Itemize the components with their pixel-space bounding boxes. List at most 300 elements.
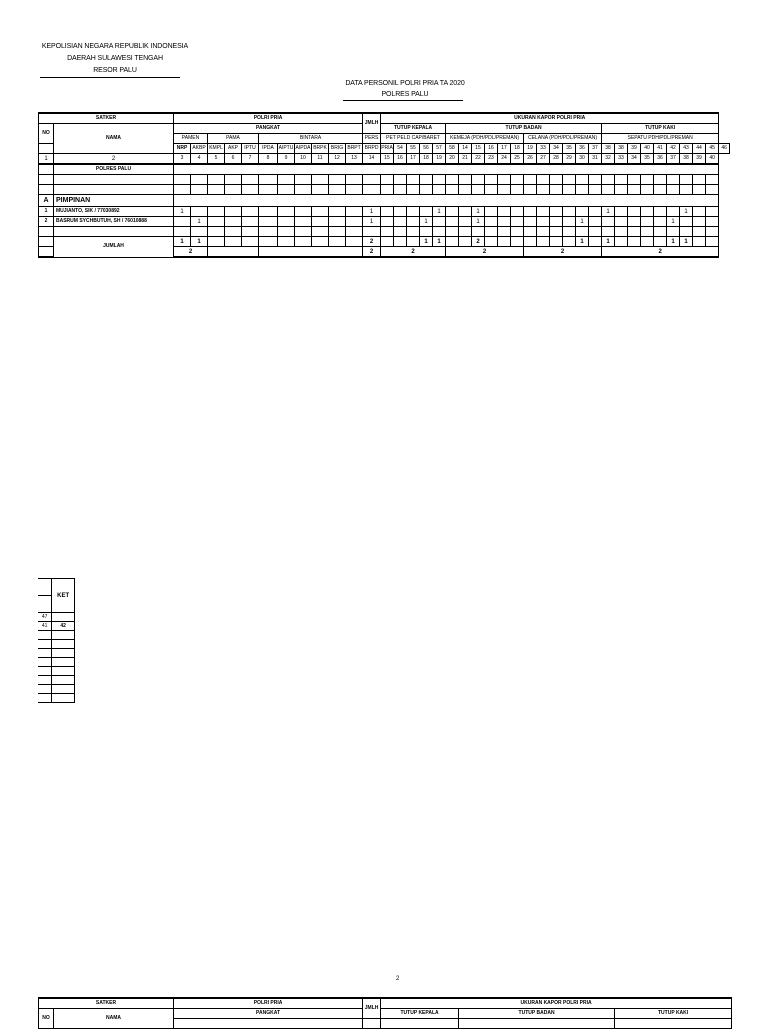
- pangkat-header: PANGKAT: [174, 1009, 363, 1019]
- empty-cell: [363, 185, 381, 195]
- empty-cell: [706, 175, 719, 185]
- column-number: 13: [346, 154, 363, 165]
- rank-brpt: BRPT: [346, 144, 363, 154]
- personnel-table: [38, 112, 730, 258]
- size-celana: 33: [537, 144, 550, 154]
- empty-cell: [602, 217, 615, 227]
- empty-cell: [329, 227, 346, 237]
- empty-cell: [54, 185, 174, 195]
- empty-cell: [628, 237, 641, 247]
- empty-cell: [459, 175, 472, 185]
- empty-cell: [329, 217, 346, 227]
- empty-cell: [615, 185, 628, 195]
- group-total: 2: [381, 247, 446, 258]
- empty-cell: [524, 227, 537, 237]
- pangkat-header: PANGKAT: [174, 124, 363, 134]
- sum-cell: 1: [191, 237, 208, 247]
- column-number: 18: [420, 154, 433, 165]
- column-number: 28: [550, 154, 563, 165]
- blank-row: [39, 227, 730, 237]
- empty-cell: [346, 207, 363, 217]
- empty-cell: [295, 175, 312, 185]
- empty-cell: [446, 217, 459, 227]
- row-no: 2: [39, 217, 54, 227]
- column-number: 37: [667, 154, 680, 165]
- empty-cell: [485, 227, 498, 237]
- empty-cell: [706, 207, 719, 217]
- empty-cell: [329, 175, 346, 185]
- size-kepala: 58: [446, 144, 459, 154]
- size-kaki: 38: [615, 144, 628, 154]
- section-name: PIMPINAN: [54, 195, 174, 207]
- empty-cell: [278, 217, 295, 227]
- empty-cell: [680, 217, 693, 227]
- polri-pria-header: POLRI PRIA: [174, 113, 363, 124]
- empty-cell: [615, 217, 628, 227]
- count-cell: 1: [191, 217, 208, 227]
- header-underline: [40, 77, 180, 78]
- empty-cell: [667, 207, 680, 217]
- empty-cell: [654, 237, 667, 247]
- empty-cell: [693, 175, 706, 185]
- empty-cell: [174, 195, 719, 207]
- empty-cell: [191, 207, 208, 217]
- empty-cell: [459, 227, 472, 237]
- doc-subtitle: POLRES PALU: [381, 91, 429, 98]
- group-total: 2: [174, 247, 208, 258]
- empty-cell: [295, 237, 312, 247]
- column-number: 10: [295, 154, 312, 165]
- column-number: 22: [472, 154, 485, 165]
- count-cell: 1: [576, 217, 589, 227]
- empty-cell: [680, 175, 693, 185]
- empty-cell: [381, 175, 394, 185]
- table-row: [39, 217, 730, 227]
- empty-cell: [39, 175, 54, 185]
- empty-cell: [550, 185, 563, 195]
- rank-aiptu: AIPTU: [278, 144, 295, 154]
- empty-cell: [550, 237, 563, 247]
- column-number: 17: [407, 154, 420, 165]
- empty-cell: [242, 207, 259, 217]
- size-celana: 35: [563, 144, 576, 154]
- size-kepala: 56: [420, 144, 433, 154]
- sepatu-header: SEPATU PDH/PDL/PREMAN: [602, 134, 719, 144]
- empty-cell: [208, 185, 225, 195]
- empty-cell: [52, 613, 75, 622]
- empty-cell: [407, 237, 420, 247]
- no-empty: [39, 144, 54, 154]
- count-cell: 1: [472, 207, 485, 217]
- empty-cell: [278, 227, 295, 237]
- empty-cell: [537, 237, 550, 247]
- column-number: 15: [381, 154, 394, 165]
- empty-cell: [381, 217, 394, 227]
- sum-cell: 1: [174, 237, 191, 247]
- empty-cell: [589, 207, 602, 217]
- empty-cell: [39, 247, 54, 258]
- empty-cell: [208, 175, 225, 185]
- empty-cell: [278, 185, 295, 195]
- empty-cell: [208, 217, 225, 227]
- column-number: 14: [363, 154, 381, 165]
- empty-cell: [706, 217, 719, 227]
- empty-cell: [459, 237, 472, 247]
- empty-cell: [446, 237, 459, 247]
- empty-cell: [225, 237, 242, 247]
- size-celana: 34: [550, 144, 563, 154]
- empty-cell: [346, 237, 363, 247]
- empty-cell: [407, 217, 420, 227]
- empty-cell: [459, 207, 472, 217]
- empty-cell: [550, 175, 563, 185]
- empty-cell: [394, 185, 407, 195]
- empty-cell: [615, 227, 628, 237]
- empty-cell: [329, 237, 346, 247]
- empty-cell: [394, 217, 407, 227]
- empty-cell: [615, 237, 628, 247]
- empty-cell: [628, 227, 641, 237]
- no-header: NO: [39, 1009, 54, 1029]
- empty-cell: [346, 175, 363, 185]
- row-no: 1: [39, 207, 54, 217]
- empty-cell: [498, 237, 511, 247]
- empty-cell: [511, 227, 524, 237]
- tutup-badan-header: TUTUP BADAN: [459, 1009, 615, 1019]
- size-celana: 36: [576, 144, 589, 154]
- count-cell: 1: [174, 207, 191, 217]
- empty-cell: [381, 207, 394, 217]
- empty-cell: [498, 185, 511, 195]
- empty-cell: [381, 185, 394, 195]
- tutup-kepala-header: TUTUP KEPALA: [381, 1009, 459, 1019]
- column-number: 35: [641, 154, 654, 165]
- empty-cell: [537, 207, 550, 217]
- empty-cell: [524, 207, 537, 217]
- rank-akp: AKP: [225, 144, 242, 154]
- column-number: 2: [54, 154, 174, 165]
- empty-cell: [312, 185, 329, 195]
- empty-cell: [550, 207, 563, 217]
- empty-cell: [459, 185, 472, 195]
- empty-cell: [472, 175, 485, 185]
- unit-name: POLRES PALU: [54, 164, 174, 175]
- ket-header: KET: [52, 579, 75, 613]
- empty-cell: [208, 207, 225, 217]
- nrp-header: NRP: [174, 144, 191, 154]
- empty-cell: [628, 175, 641, 185]
- group-total: 2: [363, 247, 381, 258]
- empty-cell: [615, 175, 628, 185]
- empty-cell: [420, 185, 433, 195]
- empty-cell: [420, 227, 433, 237]
- empty-cell: [511, 185, 524, 195]
- section-code: A: [39, 195, 54, 207]
- size-kaki: 40: [641, 144, 654, 154]
- empty-cell: [628, 217, 641, 227]
- org-line-1: KEPOLISIAN NEGARA REPUBLIK INDONESIA: [41, 43, 189, 50]
- column-number-row: [39, 154, 730, 165]
- petpeld-header: PET PELD CAP/BARET: [381, 134, 446, 144]
- empty-cell: [537, 175, 550, 185]
- column-number: 19: [433, 154, 446, 165]
- pama-header: PAMA: [208, 134, 259, 144]
- ukuran-header: UKURAN KAPOR POLRI PRIA: [381, 113, 719, 124]
- empty-cell: [174, 175, 191, 185]
- rank-brpd: BRPD: [363, 144, 381, 154]
- rank-brpk: BRPK: [312, 144, 329, 154]
- sum-cell: 1: [667, 237, 680, 247]
- rank-brig: BRIG: [329, 144, 346, 154]
- empty-cell: [295, 227, 312, 237]
- empty-cell: [589, 217, 602, 227]
- empty-cell: [225, 175, 242, 185]
- empty-cell: [433, 227, 446, 237]
- empty-cell: [242, 185, 259, 195]
- empty-cell: [259, 207, 278, 217]
- empty-cell: [174, 185, 191, 195]
- empty-cell: [693, 217, 706, 227]
- empty-cell: [485, 207, 498, 217]
- sum-cell: 1: [680, 237, 693, 247]
- empty-cell: [407, 185, 420, 195]
- rank-aipda: AIPDA: [295, 144, 312, 154]
- size-kepala: 55: [407, 144, 420, 154]
- size-kemeja: 18: [511, 144, 524, 154]
- jmlh-header: JMLH: [363, 998, 381, 1019]
- empty-cell: [641, 185, 654, 195]
- empty-cell: [208, 237, 225, 247]
- tutup-kaki-header: TUTUP KAKI: [602, 124, 719, 134]
- satker-header: SATKER: [39, 998, 174, 1009]
- size-kemeja: 17: [498, 144, 511, 154]
- empty-cell: [524, 237, 537, 247]
- empty-cell: [381, 227, 394, 237]
- org-line-2: DAERAH SULAWESI TENGAH: [67, 55, 163, 62]
- empty-cell: [259, 217, 278, 227]
- empty-cell: [706, 237, 719, 247]
- pers-header: PERS: [363, 134, 381, 144]
- empty-cell: [485, 185, 498, 195]
- empty-cell: [693, 185, 706, 195]
- size-kaki: 42: [667, 144, 680, 154]
- empty-cell: [242, 227, 259, 237]
- column-number: 29: [563, 154, 576, 165]
- empty-cell: [563, 227, 576, 237]
- row-name: MUJIANTO, SIK / 77030892: [54, 207, 174, 217]
- size-kaki: 46: [719, 144, 730, 154]
- column-number: 30: [576, 154, 589, 165]
- empty-cell: [628, 185, 641, 195]
- blank-row: [39, 175, 730, 185]
- pamen-header: PAMEN: [174, 134, 208, 144]
- empty-cell: [654, 175, 667, 185]
- count-cell: 1: [420, 217, 433, 227]
- empty-cell: [420, 175, 433, 185]
- empty-cell: [407, 175, 420, 185]
- empty-cell: [485, 175, 498, 185]
- empty-cell: [39, 164, 54, 175]
- bintara-header: BINTARA: [259, 134, 363, 144]
- empty-cell: [174, 227, 191, 237]
- size-kemeja: 14: [459, 144, 472, 154]
- empty-cell: [706, 227, 719, 237]
- empty-cell: [641, 227, 654, 237]
- column-number: 16: [394, 154, 407, 165]
- column-number: 40: [706, 154, 719, 165]
- size-kemeja: 16: [485, 144, 498, 154]
- empty-cell: [446, 175, 459, 185]
- empty-cell: [346, 227, 363, 237]
- empty-cell: [295, 207, 312, 217]
- empty-cell: [498, 207, 511, 217]
- empty-cell: [433, 175, 446, 185]
- empty-cell: [433, 217, 446, 227]
- empty-cell: [576, 185, 589, 195]
- empty-cell: [667, 175, 680, 185]
- col-41: 41: [38, 622, 52, 631]
- empty-cell: [242, 217, 259, 227]
- empty-cell: [576, 175, 589, 185]
- column-number: 24: [498, 154, 511, 165]
- empty-cell: [191, 175, 208, 185]
- empty-cell: [295, 217, 312, 227]
- empty-cell: [693, 207, 706, 217]
- empty-cell: [259, 227, 278, 237]
- group-total: 2: [446, 247, 524, 258]
- jumlah-label: JUMLAH: [54, 237, 174, 258]
- empty-cell: [537, 185, 550, 195]
- empty-cell: [472, 185, 485, 195]
- column-number: 39: [693, 154, 706, 165]
- empty-cell: [680, 185, 693, 195]
- empty-cell: [550, 217, 563, 227]
- column-number: 31: [589, 154, 602, 165]
- empty-cell: [641, 175, 654, 185]
- tutup-badan-header: TUTUP BADAN: [446, 124, 602, 134]
- size-kemeja: 19: [524, 144, 537, 154]
- tutup-kaki-header: TUTUP KAKI: [615, 1009, 732, 1019]
- empty-cell: [563, 217, 576, 227]
- empty-cell: [472, 227, 485, 237]
- column-number: 23: [485, 154, 498, 165]
- empty-cell: [589, 175, 602, 185]
- empty-cell: [38, 579, 52, 596]
- nama-header: NAMA: [54, 124, 174, 154]
- size-celana: 37: [589, 144, 602, 154]
- column-number: 7: [242, 154, 259, 165]
- empty-cell: [589, 185, 602, 195]
- count-cell: 1: [680, 207, 693, 217]
- empty-cell: [693, 227, 706, 237]
- empty-cell: [312, 237, 329, 247]
- empty-cell: [225, 207, 242, 217]
- empty-cell: [225, 185, 242, 195]
- empty-cell: [641, 207, 654, 217]
- column-number: 26: [524, 154, 537, 165]
- empty-cell: [39, 227, 54, 237]
- empty-cell: [394, 175, 407, 185]
- empty-cell: [524, 185, 537, 195]
- satker-header: SATKER: [39, 113, 174, 124]
- empty-cell: [259, 185, 278, 195]
- size-kaki: 39: [628, 144, 641, 154]
- empty-cell: [346, 217, 363, 227]
- doc-title: DATA PERSONIL POLRI PRIA TA 2020: [345, 80, 465, 87]
- size-kaki: 44: [693, 144, 706, 154]
- empty-cell: [498, 227, 511, 237]
- column-number: 5: [208, 154, 225, 165]
- empty-cell: [654, 217, 667, 227]
- empty-cell: [208, 227, 225, 237]
- empty-cell: [498, 217, 511, 227]
- empty-cell: [329, 185, 346, 195]
- empty-cell: [433, 185, 446, 195]
- sum-cell: 2: [472, 237, 485, 247]
- empty-cell: [641, 237, 654, 247]
- empty-cell: [191, 227, 208, 237]
- empty-cell: [394, 227, 407, 237]
- empty-cell: [706, 185, 719, 195]
- empty-cell: [446, 227, 459, 237]
- empty-cell: [667, 185, 680, 195]
- empty-cell: [242, 175, 259, 185]
- empty-cell: [693, 237, 706, 247]
- empty-cell: [174, 217, 191, 227]
- org-line-3: RESOR PALU: [93, 67, 137, 74]
- polri-pria-header: POLRI PRIA: [174, 998, 363, 1009]
- no-header: NO: [39, 124, 54, 144]
- empty-cell: [615, 207, 628, 217]
- ukuran-header: UKURAN KAPOR POLRI PRIA: [381, 998, 732, 1009]
- column-number: 36: [654, 154, 667, 165]
- count-cell: 1: [667, 217, 680, 227]
- column-number: 20: [446, 154, 459, 165]
- size-kemeja: 15: [472, 144, 485, 154]
- empty-cell: [459, 217, 472, 227]
- empty-cell: [242, 237, 259, 247]
- empty-cell: [524, 217, 537, 227]
- jmlh-header: JMLH: [363, 113, 381, 134]
- count-cell: 1: [472, 217, 485, 227]
- rank-kmpl: KMPL: [208, 144, 225, 154]
- empty-cell: [524, 175, 537, 185]
- sum-cell: 1: [420, 237, 433, 247]
- column-number: 38: [680, 154, 693, 165]
- empty-cell: [563, 237, 576, 247]
- empty-cell: [312, 227, 329, 237]
- count-cell: 1: [602, 207, 615, 217]
- empty-cell: [54, 175, 174, 185]
- empty-cell: [363, 227, 381, 237]
- empty-cell: [576, 227, 589, 237]
- empty-cell: [446, 185, 459, 195]
- empty-cell: [394, 207, 407, 217]
- empty-cell: [485, 217, 498, 227]
- empty-cell: [511, 175, 524, 185]
- empty-cell: [407, 207, 420, 217]
- empty-cell: [312, 217, 329, 227]
- count-cell: 1: [363, 207, 381, 217]
- column-number: 4: [191, 154, 208, 165]
- column-number: 21: [459, 154, 472, 165]
- sum-cell: 1: [433, 237, 446, 247]
- empty-cell: [602, 227, 615, 237]
- rank-akbp: AKBP: [191, 144, 208, 154]
- sum-row: [39, 237, 730, 247]
- sum-cell: 2: [363, 237, 381, 247]
- empty-cell: [381, 237, 394, 247]
